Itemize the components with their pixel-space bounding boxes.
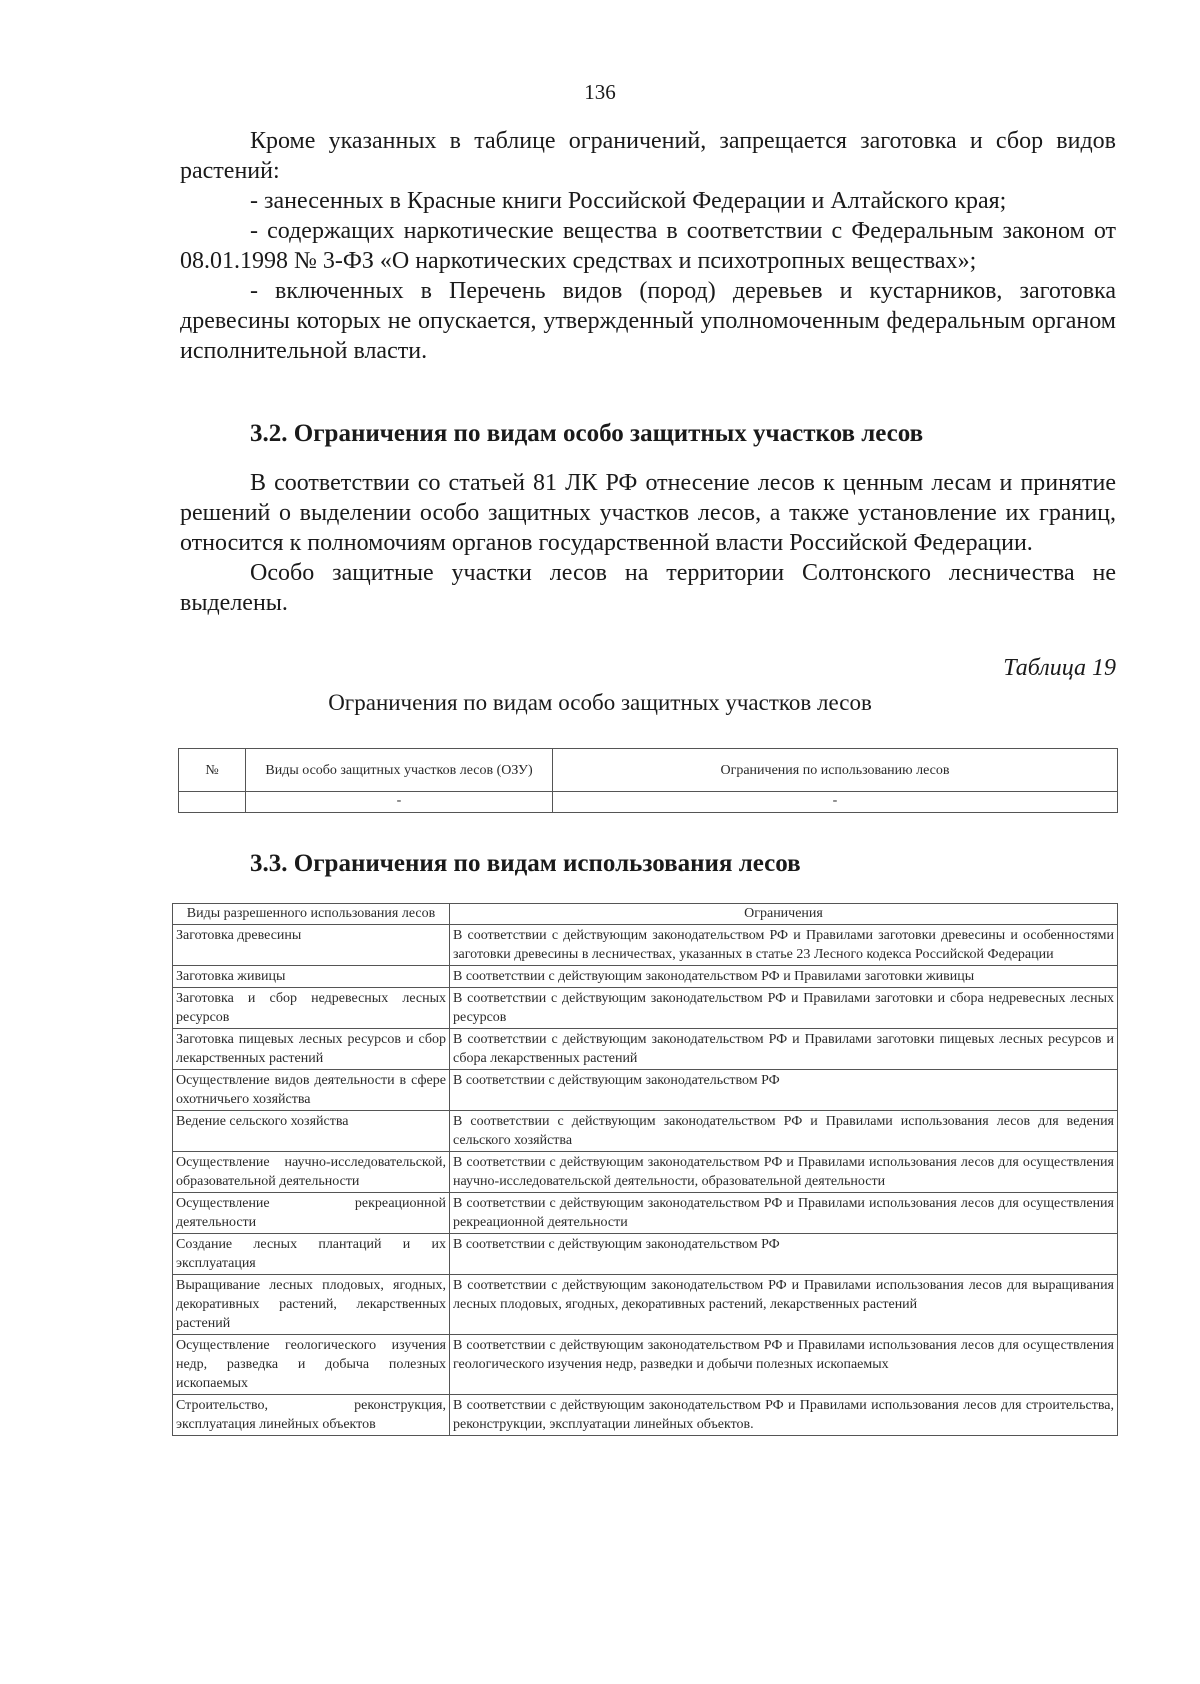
table-cell: - — [553, 792, 1118, 813]
table-header-cell: Ограничения — [450, 904, 1118, 925]
table-header-cell: Виды особо защитных участков лесов (ОЗУ) — [246, 749, 553, 792]
table-header-cell: Ограничения по использованию лесов — [553, 749, 1118, 792]
page-number: 136 — [584, 80, 616, 104]
table-row — [173, 925, 1118, 966]
table-row — [173, 1395, 1118, 1436]
use-type-cell: Заготовка живицы — [173, 966, 450, 988]
use-type-cell: Строительство, реконструкция, эксплуатация линейных объектов — [173, 1395, 450, 1436]
table-header-cell: № — [179, 749, 246, 792]
section-3-2-text — [180, 468, 1116, 618]
table-row — [173, 988, 1118, 1029]
use-type-cell: Осуществление геологического изучения недр, разведка и добыча полезных ископаемых — [173, 1335, 450, 1395]
use-type-cell: Создание лесных плантаций и их эксплуатация — [173, 1234, 450, 1275]
use-type-cell: Осуществление видов деятельности в сфере охотничьего хозяйства — [173, 1070, 450, 1111]
intro-bullet: - содержащих наркотические вещества в соответствии с Федеральным законом от 08.01.1998 № 3-ФЗ «О наркотических средствах и психотропных веществах»; — [180, 218, 1116, 274]
table-row — [173, 1234, 1118, 1275]
table-header-cell: Виды разрешенного использования лесов — [173, 904, 450, 925]
intro-block — [180, 126, 1116, 366]
table-body — [173, 925, 1118, 1436]
use-type-cell: Заготовка древесины — [173, 925, 450, 966]
table-header-row — [173, 904, 1118, 925]
use-type-cell: Заготовка и сбор недревесных лесных ресурсов — [173, 988, 450, 1029]
ozu-table — [178, 748, 1118, 813]
restriction-cell: В соответствии с действующим законодательством РФ и Правилами использования лесов для осуществления геологического изучения недр, разведки и добычи полезных ископаемых — [450, 1335, 1118, 1395]
table-label: Таблица 19 — [1003, 655, 1116, 681]
table-row — [173, 1111, 1118, 1152]
restriction-cell: В соответствии с действующим законодательством РФ и Правилами заготовки и сбора недревесных лесных ресурсов — [450, 988, 1118, 1029]
use-type-cell: Заготовка пищевых лесных ресурсов и сбор лекарственных растений — [173, 1029, 450, 1070]
table-row — [173, 1335, 1118, 1395]
restriction-cell: В соответствии с действующим законодательством РФ — [450, 1070, 1118, 1111]
table-row — [173, 1029, 1118, 1070]
table-row — [173, 1152, 1118, 1193]
use-type-cell: Выращивание лесных плодовых, ягодных, декоративных растений, лекарственных растений — [173, 1275, 450, 1335]
table-cell: - — [246, 792, 553, 813]
table-header-row — [179, 749, 1118, 792]
section-heading-3-2: 3.2. Ограничения по видам особо защитных участков лесов — [250, 420, 924, 447]
restriction-cell: В соответствии с действующим законодательством РФ и Правилами заготовки пищевых лесных ресурсов и сбора лекарственных растений — [450, 1029, 1118, 1070]
table-cell — [179, 792, 246, 813]
intro-bullet: - занесенных в Красные книги Российской Федерации и Алтайского края; — [250, 188, 1007, 214]
use-type-cell: Осуществление рекреационной деятельности — [173, 1193, 450, 1234]
intro-bullet: - включенных в Перечень видов (пород) деревьев и кустарников, заготовка древесины которых не опускается, утвержденный уполномоченным федеральным органом исполнительной власти. — [180, 278, 1116, 364]
table-row — [173, 966, 1118, 988]
restriction-cell: В соответствии с действующим законодательством РФ и Правилами использования лесов для строительства, реконструкции, эксплуатации линейных объектов. — [450, 1395, 1118, 1436]
restriction-cell: В соответствии с действующим законодательством РФ и Правилами использования лесов для осуществления научно-исследовательской деятельности, образовательной деятельности — [450, 1152, 1118, 1193]
forest-use-table — [172, 903, 1118, 1436]
table-caption: Ограничения по видам особо защитных участков лесов — [328, 690, 872, 715]
restriction-cell: В соответствии с действующим законодательством РФ и Правилами заготовки живицы — [450, 966, 1118, 988]
section-paragraph: В соответствии со статьей 81 ЛК РФ отнесение лесов к ценным лесам и принятие решений о выделении особо защитных участков лесов, а также установление их границ, относится к полномочиям органов государственной власти Российской Федерации. — [180, 470, 1116, 556]
section-heading-3-3: 3.3. Ограничения по видам использования лесов — [250, 850, 801, 877]
restriction-cell: В соответствии с действующим законодательством РФ — [450, 1234, 1118, 1275]
restriction-cell: В соответствии с действующим законодательством РФ и Правилами заготовки древесины и особенностями заготовки древесины в лесничествах, указанных в статье 23 Лесного кодекса Российской Федерации — [450, 925, 1118, 966]
use-type-cell: Ведение сельского хозяйства — [173, 1111, 450, 1152]
section-paragraph: Особо защитные участки лесов на территории Солтонского лесничества не выделены. — [180, 560, 1116, 616]
table-row — [173, 1275, 1118, 1335]
table-row — [173, 1193, 1118, 1234]
table-row — [173, 1070, 1118, 1111]
table-row — [179, 792, 1118, 813]
use-type-cell: Осуществление научно-исследовательской, образовательной деятельности — [173, 1152, 450, 1193]
restriction-cell: В соответствии с действующим законодательством РФ и Правилами использования лесов для выращивания лесных плодовых, ягодных, декоративных растений, лекарственных растений — [450, 1275, 1118, 1335]
restriction-cell: В соответствии с действующим законодательством РФ и Правилами использования лесов для ведения сельского хозяйства — [450, 1111, 1118, 1152]
restriction-cell: В соответствии с действующим законодательством РФ и Правилами использования лесов для осуществления рекреационной деятельности — [450, 1193, 1118, 1234]
intro-paragraph: Кроме указанных в таблице ограничений, запрещается заготовка и сбор видов растений: — [180, 128, 1116, 184]
